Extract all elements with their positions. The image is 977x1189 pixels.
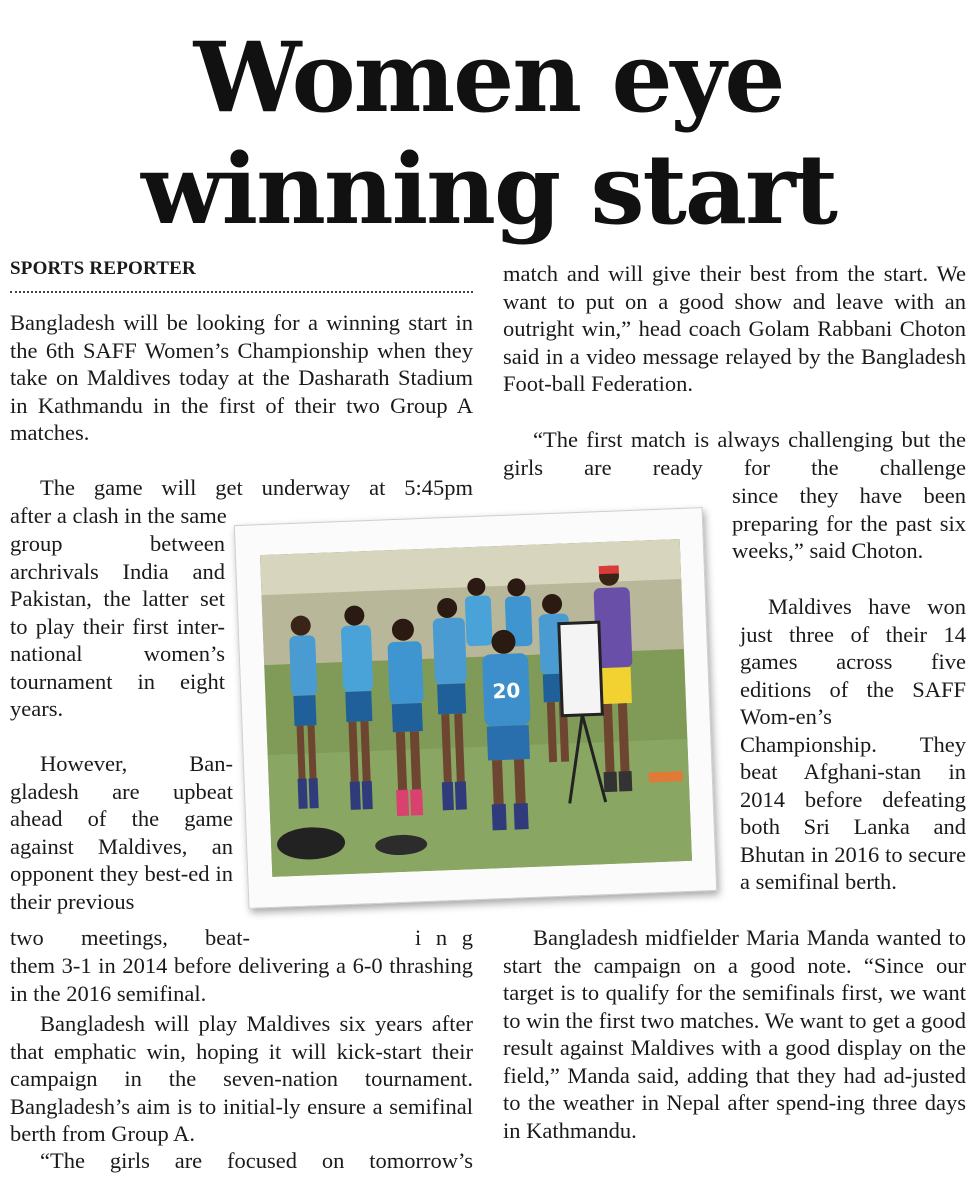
right-paragraph-4: Bangladesh midfielder Maria Manda wanted to start the campaign on a good note. “Since our target is to qualify for the semifinals first, we want to win the first two matches. We want to get a good result against Maldives with a good display on the field,” Manda said, adding that they had ad-justed to the weather in Nepal after spend-ing three days in Kathmandu. xyxy=(503,925,966,1143)
left-paragraph-3-split-right: i n g xyxy=(415,925,473,950)
left-paragraph-3-wrap: However, Ban-gladesh are upbeat ahead of the game against Maldives, an opponent they best-ed in their previous xyxy=(10,751,233,914)
headline xyxy=(0,22,977,246)
left-paragraph-3-rest: them 3-1 in 2014 before delivering a 6-0 thrashing in the 2016 semifinal. xyxy=(10,953,473,1006)
right-paragraph-1: match and will give their best from the start. We want to put on a good show and leave with an outright win,” head coach Golam Rabbani Choton said in a video message relayed by the Bangladesh Foot-ball Federation. xyxy=(503,261,966,396)
left-paragraph-2-line-2: after a clash in the same xyxy=(10,503,227,528)
right-paragraph-2-wrap: since they have been preparing for the past six weeks,” said Choton. xyxy=(732,483,966,563)
byline-divider xyxy=(10,291,473,293)
byline: SPORTS REPORTER xyxy=(10,258,196,279)
left-paragraph-2-line-1: The game will get underway at 5:45pm xyxy=(40,475,473,500)
photo-illustration xyxy=(260,539,692,877)
left-paragraph-5: “The girls are focused on tomorrow’s xyxy=(40,1148,473,1173)
headline-line-2: winning start xyxy=(140,133,837,246)
jersey-number: 20 xyxy=(491,678,521,704)
photo-frame xyxy=(234,507,717,909)
left-paragraph-1: Bangladesh will be looking for a winning start in the 6th SAFF Women’s Championship when they take on Maldives today at the Dasharath Stadium in Kathmandu in the first of their two Group A matches. xyxy=(10,310,473,445)
right-paragraph-2-top: “The first match is always challenging but the girls are ready for the challenge xyxy=(503,427,966,480)
left-paragraph-2-wrap: group between archrivals India and Pakistan, the latter set to play their first inter-national women’s tournament in eight years. xyxy=(10,531,225,721)
football-team-huddle-photo xyxy=(260,539,692,877)
left-paragraph-3-split-left: two meetings, beat- xyxy=(10,925,250,950)
left-paragraph-4: Bangladesh will play Maldives six years after that emphatic win, hoping it will kick-start their campaign in the seven-nation tournament. Bangladesh’s aim is to initial-ly ensure a semifinal berth from Group A. xyxy=(10,1011,473,1146)
headline-line-1: Women eye xyxy=(193,21,784,134)
right-paragraph-3-wrap: Maldives have won just three of their 14 games across five editions of the SAFF Wom-en’s Championship. They beat Afghani-stan in 2014 before defeating both Sri Lanka and Bhutan in 2016 to secure a semifinal berth. xyxy=(740,594,966,894)
